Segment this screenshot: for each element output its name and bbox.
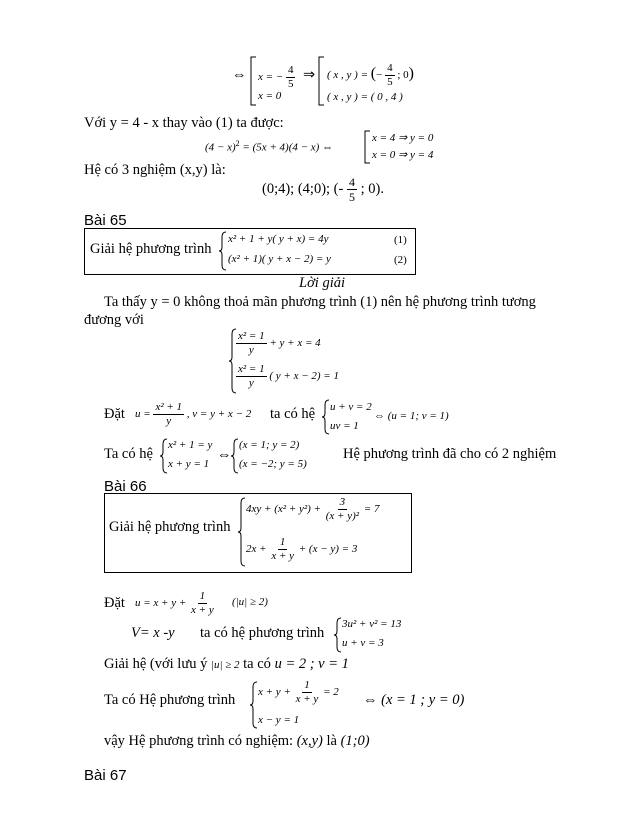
solutions-label: Hệ có 3 nghiệm (x,y) là: [84,162,226,178]
bai65-eq1-tag: (1) [394,234,407,246]
bai65-ta-co-he-2: Ta có hệ [104,446,153,462]
bai66-he-label: Ta có Hệ phương trình [104,692,236,708]
bai65-h2-iff: ⇔ [217,447,232,463]
left-row-1: x = − $\frac{4}{5}$ [258,64,294,90]
bai65-uv-row-2: uv = 1 [330,420,359,432]
bai65-sys-row-2: $\frac{\text{x² = 1}}{y}$ ( y + x − 2) = 1 [238,363,339,389]
fraction: $\frac{3}{\text{(x + y)²}}$ [325,496,360,522]
bai65-h2-brace [160,438,168,474]
bai65-uv-result: ⇔ (u = 1; v = 1) [374,410,449,422]
implies-symbol: ⇒ [303,67,316,83]
bai66-uv-brace [334,617,342,653]
substitution-text: Với y = 4 - x thay vào (1) ta được: [84,115,284,131]
bai65-h2-row-2: x + y = 1 [168,458,210,470]
fraction: $\frac{4}{5}$ [387,62,393,88]
bai66-title: Bài 66 [104,478,147,495]
bai65-brace [219,231,227,271]
fraction: $\frac{1}{x + y}$ [271,536,294,562]
bai66-uv-row-2: u + v = 3 [342,637,384,649]
bai65-uv-row-1: u + v = 2 [330,401,372,413]
bai66-solve-line: Giải hệ (với lưu ý |u| ≥ 2 ta có u = 2 ; v = 1 [104,656,349,672]
bai66-brace [238,497,246,567]
bai65-eq2-tag: (2) [394,254,407,266]
bai65-h2-sol-2: (x = −2; y = 5) [239,458,307,470]
bai66-v-he: ta có hệ phương trình [200,625,325,641]
bai66-he-row-2: x − y = 1 [258,714,300,726]
bai66-dat: Đặt [104,595,125,611]
bai66-uv-row-1: 3u² + v² = 13 [342,618,402,630]
bai65-h2-row-1: x² + 1 = y [168,439,213,451]
fraction: $\frac{4}{5}$ [348,175,355,204]
bai65-loigiai: Lời giải [299,275,346,291]
bai67-title: Bài 67 [84,767,127,784]
right-bracket [318,56,326,106]
fraction: $\frac{\text{x² = 1}}{y}$ [238,330,265,356]
bai65-dat: Đặt [104,406,125,422]
sub-system-row-2: x = 0 ⇒ y = 4 [372,149,434,161]
bai65-h2-sol-1: (x = 1; y = 2) [239,439,300,451]
bai65-para-1: Ta thấy y = 0 không thoả mãn phương trình (1) nên hệ phương trình tương [104,294,536,310]
bai66-he-row-1: x + y + $\frac{1}{x + y}$ = 2 [258,679,339,705]
bai66-he-result: ⇔ (x = 1 ; y = 0) [363,692,465,708]
bai65-sys-row-1: $\frac{\text{x² = 1}}{y}$ + y + x = 4 [238,330,321,356]
bai66-eq2: 2x + $\frac{1}{x + y}$ + (x − y) = 3 [246,536,358,562]
bai66-v-def: V= x -y [131,625,175,641]
bai66-final: vậy Hệ phương trình có nghiệm: (x,y) là (1;0) [104,733,370,749]
bai65-h2-sol-brace [231,438,239,474]
bai65-eq2: (x² + 1)( y + x − 2) = y [228,253,331,265]
substitution-equation: $(4 - x)^2 = (5x + 4)(4 - x)$ ⇔ [205,139,334,154]
bai66-u-condition: (|u| ≥ 2) [232,596,268,608]
fraction: $\frac{1}{x + y}$ [191,590,214,616]
bai66-u-def: u = x + y + $\frac{1}{x + y}$ [135,590,214,616]
bai65-title: Bài 65 [84,212,127,229]
fraction: $\frac{1}{x + y}$ [295,679,319,705]
bai66-box-label: Giải hệ phương trình [109,519,231,535]
sub-system-row-1: x = 4 ⇒ y = 0 [372,132,434,144]
bai65-u-def: u = $\frac{\text{x² + 1}}{y}$ , v = y + x − 2 [135,401,252,427]
fraction: $\frac{\text{x² = 1}}{y}$ [238,363,265,389]
right-row-2: ( x , y ) = ( 0 , 4 ) [327,91,403,103]
sub-system-bracket [364,130,372,164]
bai65-ta-co-he: ta có hệ [270,406,316,422]
bai66-he-brace [250,681,258,729]
bai65-box-label: Giải hệ phương trình [90,241,212,257]
left-row-2: x = 0 [258,90,282,102]
left-bracket [250,56,258,106]
bai65-conclusion: Hệ phương trình đã cho có 2 nghiệm [343,446,557,462]
bai66-eq1: 4xy + (x² + y²) + $\frac{3}{\text{(x + y)²}}$ = 7 [246,496,380,522]
fraction: $\frac{\text{x² + 1}}{y}$ [155,401,183,427]
right-row-1: ( x , y ) = (− $\frac{4}{5}$ ; 0) [327,62,414,88]
bai65-uv-brace [322,399,330,435]
bai65-eq1: x² + 1 + y( y + x) = 4y [228,233,329,245]
fraction: $\frac{4}{5}$ [287,64,294,90]
iff-symbol: ⇔ [232,67,247,83]
bai65-para-2: đương với [84,312,144,328]
solutions-list: (0;4); (4;0); (- $\frac{4}{5}$ ; 0). [262,175,384,204]
